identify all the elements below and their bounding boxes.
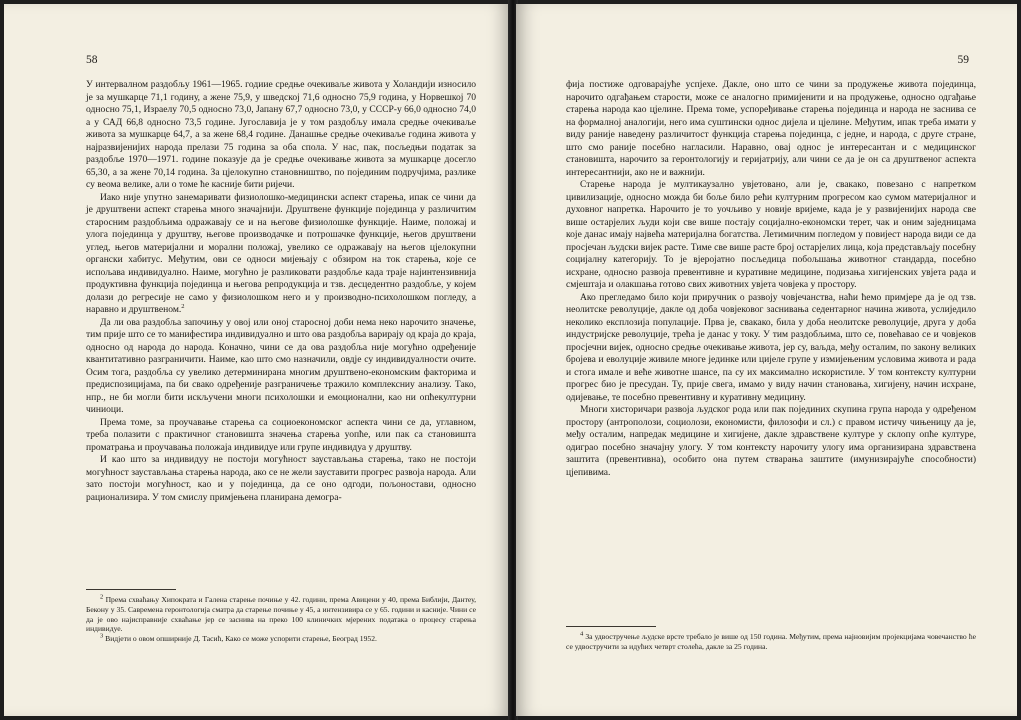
- footnote-marker-2: 2: [100, 593, 104, 601]
- right-body-text: [566, 79, 976, 479]
- left-body-text: [86, 79, 476, 504]
- left-paragraph-5: И као што за индивидуу не постоји могућност заустављања старења, тако не постоји могућност заустављања старења народа, ако се не жели зауставити прогрес развоја народа. Али зато постоји могућност, као и у појединца, да се оно одгоди, пољоностави, односно рационализира. У том смислу примјењена планирана демогра-: [86, 454, 476, 503]
- right-paragraph-1: фија постиже одговарајуће успјехе. Дакле, оно што се чини за продужење живота појединца, нарочито одгађањем старости, може се аналогно примијенити и на продужење, односно одгађање старења народа као цјелине. Према томе, успоређивање старења појединца и народа не заснива се на формалној аналогији, него има суштински однос дијела и цјелине. Међутим, ипак треба имати у виду раније наведену различитост функција старења појединца, с једне, и народа, с друге стране, што смо раније посебно нагласили. Наравно, овај однос је интересантан и с медицинског становишта, нарочито за геронтологију и геријатрију, али чини се да је он са друштвеног аспекта интересантнији, ако не и важнији.: [566, 79, 976, 178]
- footnote-marker-3: 3: [100, 632, 104, 640]
- right-page: [516, 4, 1017, 716]
- footnote-ref-2: 2: [181, 302, 185, 310]
- left-footnote-2: [86, 595, 476, 634]
- footnote-rule: [86, 589, 176, 590]
- right-paragraph-2: Старење народа је мултикаузално увјетовано, али је, свакако, повезано с напретком цивилизације, односно можда би боље било рећи културним прогресом као сумом материјалног и духовног напретка. Нарочито је то уочљиво у новије вријеме, када је у развијенијих народа све више остарјелих људи који све више постају социјално-економски терет, чак и оним заједницама које данас имају највећа материјална богатства. Летимичним погледом у повијест народа види се да просјечан људски вијек расте. Тиме све више расте број остарјелих лица, која представљају посебну социјалну категорију. То је вјеројатно посљедица побољшања животног стандарда, посебно исхране, односно развоја превентивне и куративне медицине, подизања хигијенских увјета рада и смјештаја и олакшања готово свих животних увјета човјека у простору.: [566, 179, 976, 290]
- footnote-marker-4: 4: [580, 630, 584, 638]
- left-paragraph-2-text: Иако није упутно занемаривати физиолошко-медицински аспект старења, ипак се чини да је друштвени аспект старења много значајнији. Друштвене функције појединца у различитим старосним раздобљима одражавају се и на његове физиолошке функције. Наиме, положај и улога појединца у друштву, његове производачке и потрошачке функције, његов друштвени углед, његов материјални и морални положај, увелико се одражавају на његов цјелокупни органски хабитус. Међутим, ови се односи мијењају с обзиром на ток старења, које се испољава индивидуално. Наиме, могућно је разликовати раздобље када траје најинтензивнија продуктивна функција појединца и његова репродукција и тзв. десцедентно раздобље, у којем долази до регресије не само у физиолошком него и у производно-психолошком погледу, а наравно и друштвеном.: [86, 191, 476, 315]
- right-paragraph-3: Ако прегледамо било који приручник о развоју човјечанства, наћи ћемо примјере да је од тзв. неолитске револуције, дакле од доба човјековог заснивања седентарног начина живота, услиједило неколико експлозија популације. Прва је, свакако, била у доба неолитске револуције, друга у доба индустријске револуције, трећа је данас у току. У тим раздобљима, што се, повећавао се и човјеков просјечни вијек, односно средње очекивање живота, јер су, ваљда, међу осталим, по закону великих бројева и еволуције живиле многе јединке или цијеле групе у измијењеним условима живота и рада и стога имале и веће животне шансе, па су их максимално искористиле. У том контексту културни прогрес био је пресудан. Ту, прије свега, имамо у виду начин становања, хигијену, начин исхране, одијевање, те посебно превентивну и куративну медицину.: [566, 291, 976, 403]
- left-footnote-3: [86, 634, 476, 644]
- left-footnotes: [86, 589, 476, 644]
- left-paragraph-4: Према томе, за проучавање старења са социоекономског аспекта чини се да, углавном, треба полазити с практичног становишта значења старења уопће, или пак са становишта проматрања и проучавања положаја индивидуе или групе индивидуа у друштву.: [86, 416, 476, 453]
- left-page: [4, 4, 510, 716]
- right-footnote-4-text: За удвостручење људске врсте требало је више од 150 година. Међутим, према најновијим пројекцијама човечанство ће се удвостручити за идућих четврт столећа, дакле за 25 година.: [566, 632, 976, 651]
- left-paragraph-3: Да ли ова раздобља започињу у овој или оној старосној доби нема неко нарочито значење, тим прије што се то манифестира индивидуално и што ова раздобља варирају од краја до краја, односно од народа до народа. Коначно, чини се да ова раздобља није могућно одређеније квантитативно разграничити. Наиме, као што смо назначили, овдје су индивидуалности очите. Осим тога, раздобља су увелико детерминирана многим друштвено-економским факторима и предиспозицијама, па би свако одређеније разграничење тражило комплексниу анализу. Тако, нпр., не би могли бити искључени многи психолошки и емоционални, као ни опћекултурни чиниоци.: [86, 316, 476, 415]
- right-footnote-4: [566, 632, 976, 652]
- left-footnote-3-text: Видјети о овом опширније Д. Тасић, Како се може успорити старење, Београд 1952.: [105, 634, 377, 644]
- left-page-number: 58: [86, 54, 98, 66]
- footnote-rule-right: [566, 626, 656, 627]
- left-footnote-2-text: Према схваћању Хипократа и Галена старење почиње у 42. години, према Авицени у 40, према Библији, Дантеу, Бекону у 35. Савремена геронтологија сматра да старење почиње у 45, а интензивира се у 65. години и касније. Чини се да је ово најисправније схваћање јер се заснива на преко 100 клиничких мјерених података о процесу старења индивидуе.: [86, 595, 477, 634]
- right-footnotes: [566, 626, 976, 652]
- left-paragraph-1: У интервалном раздобљу 1961—1965. годиие средње очекиваље живота у Холандији износило је за мушкарце 71,1 годину, а жене 75,9, у шведској 71,6 односно 75,9 година, у Норвешкој 70 односно 75,1, Израелу 70,5 односно 73,0, Јапану 67,7 односно 73,0, у СССР-у 66,0 односно 74,0 а у САД 66,8 односно 73,5 године. Југославија је у том раздобљу имала средње очекиваље живота за мушкарце 64,7, а за жене 68,4 године. Данашње средње очекиваље година живота у најразвијенијих народа прелази 75 година за оба спола. У нас, пак, посљедњи податак за раздобље 1970—1971. године показује да је средње очекивање живота за мушкарце досегло 65,30, а за жене 70,14 година. За цјелокупно становништво, по појединим подручјима, разлике су веома велике, али о томе ће касније бити ријечи.: [86, 79, 476, 190]
- right-page-number: 59: [957, 54, 969, 66]
- right-paragraph-4: Многи хисторичари развоја људског рода или пак појединих скупина група народа у одређеном простору (антрополози, социолози, економисти, филозофи и сл.) с правом истичу чињеницу да је, међу осталим, напредак медицине и хигијене, дакле здравствене културе у склопу опће културе, одиграо посебно значајну улогу. У том контексту нарочиту улогу има организирана здравствена заштита (превентивна), особито она путем стварања заштите (имунизирајуће способности) цјепивима.: [566, 404, 976, 478]
- left-paragraph-2: [86, 192, 476, 317]
